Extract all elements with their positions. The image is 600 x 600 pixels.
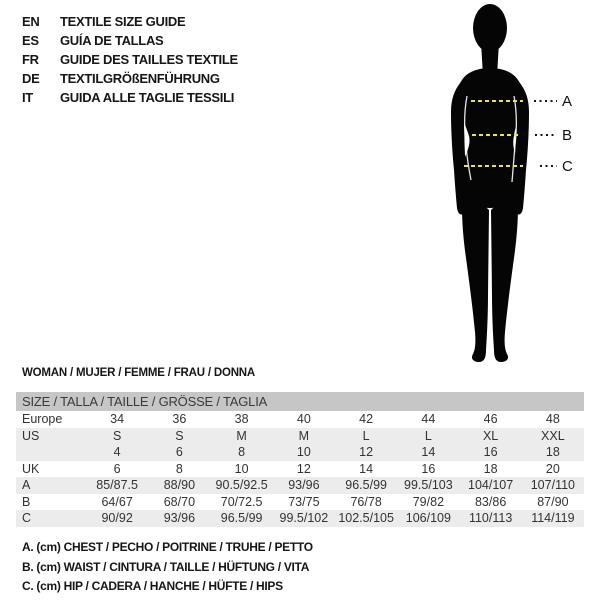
size-value-cell: XL	[482, 428, 499, 443]
measure-label-a: A	[562, 93, 573, 110]
size-value-cell: 107/110	[530, 478, 575, 492]
size-value-cell: 90/92	[101, 511, 133, 525]
table-row	[16, 428, 584, 445]
size-value-cell: 38	[234, 412, 249, 426]
size-value-cell: 114/119	[531, 511, 575, 525]
size-value-cell: 16	[483, 445, 498, 459]
size-value-cell: 4	[113, 445, 121, 459]
size-value-cell: S	[112, 428, 122, 443]
row-label-cell: B	[22, 494, 31, 509]
size-value-cell: M	[236, 428, 247, 443]
size-value-cell: 18	[545, 445, 560, 459]
size-value-cell: 93/96	[163, 511, 196, 525]
language-code: DE	[22, 71, 40, 86]
size-value-cell: 46	[483, 412, 498, 426]
size-value-cell: 85/87.5	[96, 478, 138, 492]
size-value-cell: 73/75	[288, 494, 320, 509]
guide-title-text: GUIDA ALLE TAGLIE TESSILI	[60, 90, 235, 105]
size-value-cell: 14	[421, 445, 436, 459]
language-code: ES	[22, 33, 39, 48]
guide-title-text: TEXTILGRÖßENFÜHRUNG	[60, 71, 220, 86]
size-value-cell: 10	[234, 461, 249, 476]
size-value-cell: 68/70	[163, 494, 196, 509]
size-value-cell: 6	[175, 445, 183, 459]
guide-title-text: GUIDE DES TAILLES TEXTILE	[60, 52, 238, 67]
language-code: IT	[22, 90, 33, 105]
size-value-cell: 102.5/105	[338, 511, 394, 525]
size-value-cell: L	[424, 428, 432, 443]
size-value-cell: L	[362, 428, 370, 443]
size-value-cell: 18	[483, 461, 498, 476]
size-value-cell: 48	[545, 412, 560, 426]
legend-line: A. (cm) CHEST / PECHO / POITRINE / TRUHE / PETTO	[22, 540, 313, 554]
size-value-cell: 93/96	[288, 478, 320, 492]
size-value-cell: 34	[110, 412, 125, 426]
size-value-cell: 88/90	[163, 478, 196, 492]
size-value-cell: 8	[238, 445, 246, 459]
size-value-cell: 40	[296, 412, 311, 426]
row-label-cell: Europe	[22, 412, 63, 426]
table-row	[16, 510, 584, 527]
language-row	[22, 31, 238, 50]
size-value-cell: 83/86	[474, 494, 507, 509]
table-row	[16, 411, 584, 428]
size-value-cell: 20	[545, 461, 560, 476]
legend-line: C. (cm) HIP / CADERA / HANCHE / HÜFTE / HIPS	[22, 579, 283, 593]
size-value-cell: 36	[172, 412, 187, 426]
table-row	[16, 477, 584, 494]
language-row	[22, 69, 238, 88]
size-value-cell: 64/67	[101, 494, 133, 509]
woman-silhouette-figure	[430, 0, 600, 370]
table-header-row	[16, 392, 584, 411]
section-title-woman: WOMAN / MUJER / FEMME / FRAU / DONNA	[22, 367, 256, 379]
row-label-cell: UK	[22, 461, 40, 476]
size-value-cell: 8	[175, 461, 183, 476]
language-code: EN	[22, 14, 40, 29]
size-table	[16, 392, 584, 527]
size-value-cell: 99.5/102	[279, 511, 329, 525]
language-row	[22, 12, 238, 31]
size-value-cell: 110/113	[468, 511, 513, 525]
size-value-cell: 10	[296, 445, 311, 459]
row-label-cell	[16, 444, 86, 461]
size-value-cell: 42	[359, 412, 374, 426]
size-value-cell: 44	[421, 412, 436, 426]
size-value-cell: 104/107	[468, 478, 514, 492]
row-label-cell: A	[22, 478, 31, 492]
language-row	[22, 50, 238, 69]
size-value-cell: M	[298, 428, 310, 443]
size-value-cell: 14	[359, 461, 374, 476]
size-value-cell: 99.5/103	[404, 478, 453, 492]
size-value-cell: 12	[359, 445, 374, 459]
measurement-legend	[22, 538, 313, 597]
table-row	[16, 444, 584, 461]
size-value-cell: 6	[113, 461, 121, 476]
table-header-cell: SIZE / TALLA / TAILLE / GRÖSSE / TAGLIA	[16, 392, 584, 411]
row-label-cell: C	[22, 511, 32, 525]
size-value-cell: 12	[296, 461, 311, 476]
measure-label-c: C	[562, 158, 573, 175]
language-row	[22, 88, 238, 107]
table-row	[16, 494, 584, 511]
size-value-cell: 70/72.5	[220, 494, 263, 509]
size-value-cell: 87/90	[537, 494, 569, 509]
size-value-cell: S	[175, 428, 184, 443]
size-value-cell: 79/82	[412, 494, 445, 509]
size-value-cell: 106/109	[405, 511, 451, 525]
guide-title-text: TEXTILE SIZE GUIDE	[60, 14, 186, 29]
guide-title-text: GUÍA DE TALLAS	[60, 33, 164, 48]
size-value-cell: 96.5/99	[220, 511, 263, 525]
row-label-cell: US	[22, 428, 40, 443]
size-value-cell: 76/78	[350, 494, 382, 509]
size-value-cell: 96.5/99	[345, 478, 387, 492]
size-value-cell: 90.5/92.5	[215, 478, 268, 492]
size-value-cell: XXL	[541, 428, 565, 443]
size-value-cell: 16	[421, 461, 436, 476]
woman-silhouette	[451, 4, 529, 362]
table-row	[16, 461, 584, 478]
measure-label-b: B	[562, 127, 573, 144]
legend-line: B. (cm) WAIST / CINTURA / TAILLE / HÜFTUNG / VITA	[22, 559, 310, 574]
language-header-block	[22, 12, 238, 107]
language-code: FR	[22, 52, 39, 67]
